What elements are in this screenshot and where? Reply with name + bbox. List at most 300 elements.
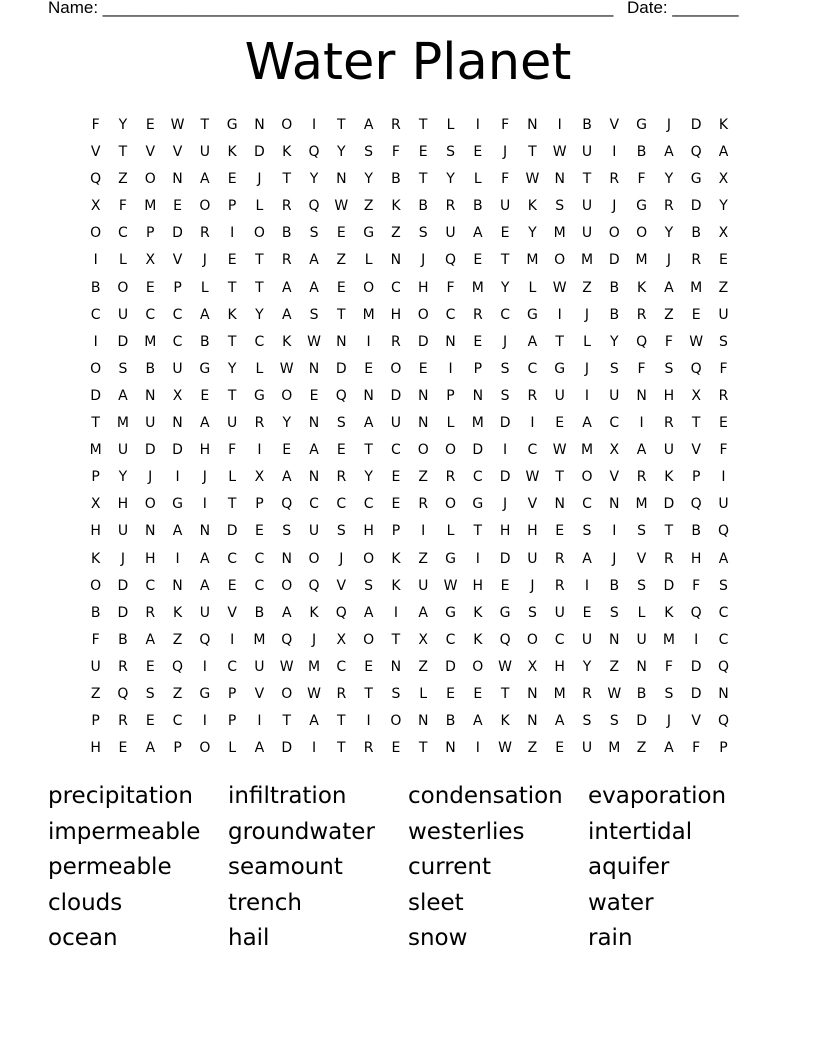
grid-letter: L xyxy=(637,604,646,621)
grid-letter: C xyxy=(145,577,156,594)
grid-letter: U xyxy=(199,144,210,161)
grid-letter: Z xyxy=(363,198,374,215)
grid-letter: R xyxy=(527,387,538,404)
grid-letter: R xyxy=(336,469,347,486)
grid-letter: T xyxy=(227,279,237,296)
grid-letter: Q xyxy=(499,631,511,648)
grid-letter: C xyxy=(391,442,401,459)
grid-letter: N xyxy=(527,713,538,730)
grid-letter: V xyxy=(227,604,237,621)
grid-letter: B xyxy=(691,225,701,242)
grid-letter: E xyxy=(719,415,728,432)
grid-letter: T xyxy=(227,333,237,350)
grid-letter: E xyxy=(336,442,346,459)
grid-letter: W xyxy=(279,658,294,675)
grid-letter: O xyxy=(581,469,593,486)
grid-letter: E xyxy=(173,198,182,215)
grid-letter: E xyxy=(145,117,155,133)
grid-letter: Q xyxy=(717,713,729,730)
grid-letter: S xyxy=(309,225,319,242)
grid-letter: Y xyxy=(227,360,237,377)
grid-letter: C xyxy=(582,496,592,513)
grid-letter: T xyxy=(500,685,510,702)
grid-letter: R xyxy=(118,658,128,675)
grid-letter: D xyxy=(281,740,293,757)
grid-letter: X xyxy=(718,171,729,188)
grid-letter: I xyxy=(612,523,617,540)
grid-letter: C xyxy=(445,631,456,648)
grid-letter: V xyxy=(336,577,347,594)
grid-letter: U xyxy=(172,360,183,377)
grid-letter: A xyxy=(363,117,374,133)
grid-letter: C xyxy=(227,550,238,567)
grid-letter: L xyxy=(364,252,373,269)
grid-letter: S xyxy=(609,713,619,730)
grid-letter: C xyxy=(718,604,729,621)
grid-letter: D xyxy=(690,685,702,702)
grid-letter: F xyxy=(637,171,646,188)
grid-letter: L xyxy=(255,198,264,215)
grid-letter: S xyxy=(118,360,128,377)
grid-letter: R xyxy=(664,550,674,567)
grid-letter: F xyxy=(91,117,100,133)
grid-letter: P xyxy=(227,713,237,730)
grid-letter: A xyxy=(145,740,156,757)
grid-letter: G xyxy=(172,496,183,513)
grid-letter: C xyxy=(554,631,565,648)
grid-letter: U xyxy=(499,198,511,215)
grid-letter: K xyxy=(282,144,292,161)
grid-letter: Y xyxy=(664,171,674,188)
grid-letter: O xyxy=(390,360,402,377)
grid-letter: K xyxy=(500,713,510,730)
grid-letter: I xyxy=(257,442,262,459)
grid-letter: R xyxy=(718,387,729,404)
grid-letter: C xyxy=(309,496,319,513)
grid-letter: A xyxy=(281,469,292,486)
grid-letter: A xyxy=(473,713,483,730)
grid-letter: S xyxy=(364,144,374,161)
word-bank-item: impermeable xyxy=(48,818,201,845)
grid-letter: O xyxy=(144,496,156,513)
grid-letter: F xyxy=(692,577,701,594)
grid-letter: J xyxy=(202,469,207,486)
grid-letter: V xyxy=(254,685,265,702)
grid-letter: A xyxy=(664,279,674,296)
grid-letter: S xyxy=(582,713,592,730)
grid-row xyxy=(82,627,743,654)
grid-letter: O xyxy=(390,713,402,730)
grid-letter: A xyxy=(309,713,319,730)
grid-letter: O xyxy=(281,117,293,133)
grid-letter: A xyxy=(145,631,156,648)
word-search-grid xyxy=(82,112,743,762)
grid-letter: A xyxy=(118,387,128,404)
grid-letter: K xyxy=(718,117,729,133)
grid-letter: Y xyxy=(719,198,728,215)
grid-letter: O xyxy=(444,496,457,513)
grid-letter: X xyxy=(691,387,701,404)
grid-row xyxy=(82,247,743,274)
grid-letter: O xyxy=(117,279,129,296)
grid-letter: C xyxy=(254,577,265,594)
grid-letter: C xyxy=(445,306,456,323)
grid-letter: B xyxy=(418,198,429,215)
grid-letter: I xyxy=(93,252,98,269)
grid-letter: I xyxy=(475,550,480,567)
grid-letter: X xyxy=(90,198,101,215)
grid-letter: B xyxy=(200,333,210,350)
grid-letter: O xyxy=(90,577,102,594)
grid-letter: U xyxy=(117,442,129,459)
grid-letter: O xyxy=(90,225,102,242)
grid-letter: Q xyxy=(117,685,129,702)
grid-letter: L xyxy=(419,685,428,702)
grid-letter: E xyxy=(145,713,155,730)
grid-letter: J xyxy=(666,252,671,269)
grid-letter: W xyxy=(498,740,513,757)
grid-letter: Q xyxy=(717,658,729,675)
grid-letter: J xyxy=(311,631,317,648)
grid-letter: U xyxy=(581,740,593,757)
grid-letter: E xyxy=(336,279,346,296)
grid-letter: E xyxy=(418,360,428,377)
grid-letter: G xyxy=(690,171,702,188)
grid-letter: B xyxy=(90,604,101,621)
grid-letter: Y xyxy=(364,171,373,188)
grid-letter: H xyxy=(417,279,429,296)
grid-letter: A xyxy=(281,604,292,621)
grid-letter: J xyxy=(503,333,508,350)
grid-letter: T xyxy=(364,442,373,459)
grid-letter: Z xyxy=(718,279,729,296)
grid-letter: M xyxy=(635,496,648,513)
grid-letter: X xyxy=(172,387,183,404)
grid-row xyxy=(82,166,743,193)
grid-letter: Y xyxy=(446,171,455,188)
grid-letter: H xyxy=(527,523,538,540)
grid-letter: E xyxy=(364,360,374,377)
grid-row xyxy=(82,329,743,356)
grid-letter: I xyxy=(584,387,590,404)
grid-letter: W xyxy=(334,198,349,215)
grid-letter: V xyxy=(145,144,156,161)
grid-row xyxy=(82,220,743,247)
grid-letter: E xyxy=(227,577,237,594)
grid-letter: R xyxy=(554,550,565,567)
grid-letter: S xyxy=(309,306,319,323)
grid-letter: O xyxy=(417,306,429,323)
grid-letter: S xyxy=(609,604,619,621)
grid-letter: N xyxy=(554,496,565,513)
grid-letter: S xyxy=(719,333,728,350)
grid-letter: N xyxy=(145,523,156,540)
grid-letter: Y xyxy=(528,225,537,242)
grid-letter: T xyxy=(664,523,674,540)
grid-row xyxy=(82,356,743,383)
grid-letter: U xyxy=(581,198,593,215)
grid-letter: C xyxy=(527,360,538,377)
grid-letter: Y xyxy=(255,306,264,323)
word-bank-item: evaporation xyxy=(588,783,727,809)
grid-letter: U xyxy=(581,144,593,161)
grid-letter: G xyxy=(636,117,648,133)
grid-letter: C xyxy=(145,306,156,323)
grid-letter: T xyxy=(473,523,483,540)
grid-letter: J xyxy=(120,550,126,567)
grid-letter: W xyxy=(607,685,622,702)
grid-letter: U xyxy=(254,658,265,675)
grid-letter: J xyxy=(612,198,617,215)
grid-letter: D xyxy=(390,387,402,404)
grid-letter: D xyxy=(117,333,129,350)
grid-letter: J xyxy=(666,117,671,133)
grid-letter: Q xyxy=(690,604,702,621)
grid-letter: Y xyxy=(582,658,592,675)
grid-letter: S xyxy=(664,360,674,377)
grid-letter: G xyxy=(472,496,484,513)
grid-letter: N xyxy=(445,333,456,350)
grid-letter: U xyxy=(636,631,647,648)
grid-letter: B xyxy=(636,144,647,161)
grid-letter: D xyxy=(608,252,620,269)
grid-letter: X xyxy=(418,631,428,648)
grid-letter: U xyxy=(308,523,320,540)
grid-letter: C xyxy=(472,469,483,486)
grid-letter: Q xyxy=(717,523,729,540)
grid-letter: N xyxy=(609,496,620,513)
grid-letter: H xyxy=(499,523,511,540)
grid-letter: W xyxy=(498,658,513,675)
grid-letter: T xyxy=(255,279,264,296)
grid-letter: I xyxy=(311,740,317,757)
grid-letter: Z xyxy=(418,550,428,567)
grid-letter: O xyxy=(363,550,375,567)
grid-letter: A xyxy=(718,550,729,567)
grid-letter: N xyxy=(554,171,565,188)
grid-letter: K xyxy=(664,604,674,621)
grid-letter: D xyxy=(663,577,675,594)
grid-letter: X xyxy=(145,252,156,269)
grid-letter: O xyxy=(554,252,566,269)
grid-letter: G xyxy=(499,604,511,621)
grid-letter: H xyxy=(690,550,702,567)
grid-letter: N xyxy=(308,415,320,432)
word-bank-item: water xyxy=(588,889,654,916)
grid-letter: E xyxy=(364,658,374,675)
grid-letter: S xyxy=(719,577,728,594)
grid-letter: S xyxy=(364,577,374,594)
grid-letter: I xyxy=(694,631,699,648)
grid-letter: P xyxy=(255,496,264,513)
grid-letter: T xyxy=(582,171,592,188)
grid-letter: W xyxy=(552,442,567,459)
grid-letter: T xyxy=(91,415,100,432)
grid-letter: Q xyxy=(690,144,702,161)
grid-letter: I xyxy=(557,117,562,133)
grid-letter: W xyxy=(525,469,540,486)
date-field: Date: _______ xyxy=(627,0,739,17)
grid-letter: G xyxy=(526,306,538,323)
grid-letter: O xyxy=(363,279,375,296)
grid-letter: T xyxy=(118,144,128,161)
grid-letter: O xyxy=(253,225,265,242)
grid-letter: N xyxy=(527,117,538,133)
grid-letter: Q xyxy=(308,144,320,161)
grid-row xyxy=(82,139,743,166)
grid-letter: P xyxy=(227,198,237,215)
grid-letter: H xyxy=(472,577,484,594)
word-bank-item: sleet xyxy=(408,889,464,916)
grid-letter: Z xyxy=(172,685,183,702)
grid-letter: M xyxy=(690,279,703,296)
grid-letter: N xyxy=(308,360,320,377)
grid-letter: P xyxy=(473,360,483,377)
grid-letter: U xyxy=(390,415,402,432)
grid-letter: Z xyxy=(609,658,620,675)
grid-letter: M xyxy=(635,252,648,269)
grid-letter: Y xyxy=(309,171,319,188)
grid-letter: X xyxy=(254,469,265,486)
grid-letter: I xyxy=(202,658,207,675)
grid-letter: L xyxy=(200,279,209,296)
grid-letter: N xyxy=(336,333,347,350)
word-bank-item: trench xyxy=(228,889,302,916)
grid-letter: F xyxy=(391,144,400,161)
grid-letter: A xyxy=(473,225,483,242)
grid-letter: K xyxy=(391,550,401,567)
grid-letter: D xyxy=(117,604,129,621)
grid-letter: D xyxy=(117,577,129,594)
grid-letter: M xyxy=(362,306,375,323)
grid-letter: U xyxy=(445,225,456,242)
grid-letter: I xyxy=(475,740,480,757)
grid-letter: M xyxy=(471,279,484,296)
grid-letter: B xyxy=(281,225,292,242)
grid-letter: V xyxy=(609,117,620,133)
grid-letter: A xyxy=(363,415,374,432)
grid-letter: P xyxy=(173,279,182,296)
grid-letter: I xyxy=(311,117,317,133)
grid-letter: M xyxy=(662,631,675,648)
grid-letter: V xyxy=(691,442,701,459)
grid-letter: M xyxy=(580,252,594,269)
grid-letter: U xyxy=(663,442,674,459)
grid-letter: C xyxy=(336,658,347,675)
grid-letter: C xyxy=(336,496,347,513)
grid-letter: I xyxy=(230,631,235,648)
grid-letter: N xyxy=(472,387,484,404)
grid-letter: U xyxy=(581,631,593,648)
grid-letter: C xyxy=(254,550,265,567)
grid-letter: L xyxy=(473,171,482,188)
grid-letter: D xyxy=(172,225,183,242)
grid-letter: B xyxy=(609,577,620,594)
grid-letter: A xyxy=(582,415,592,432)
grid-row xyxy=(82,735,743,762)
grid-letter: T xyxy=(528,144,537,161)
grid-letter: O xyxy=(472,658,484,675)
grid-letter: M xyxy=(608,740,621,757)
grid-letter: O xyxy=(199,198,211,215)
grid-letter: A xyxy=(527,333,538,350)
grid-letter: N xyxy=(145,387,156,404)
grid-letter: O xyxy=(363,631,375,648)
grid-letter: N xyxy=(390,252,402,269)
grid-letter: W xyxy=(552,279,567,296)
word-bank-item: westerlies xyxy=(408,818,525,845)
grid-letter: U xyxy=(581,225,593,242)
grid-letter: I xyxy=(639,415,644,432)
grid-letter: W xyxy=(443,577,458,594)
grid-letter: C xyxy=(391,279,401,296)
word-bank-item: intertidal xyxy=(588,818,693,845)
grid-letter: D xyxy=(472,442,484,459)
grid-letter: U xyxy=(554,604,565,621)
grid-letter: E xyxy=(446,685,455,702)
grid-letter: M xyxy=(116,415,129,432)
grid-letter: B xyxy=(254,604,265,621)
grid-letter: K xyxy=(91,550,101,567)
grid-letter: E xyxy=(145,658,155,675)
word-bank-item: snow xyxy=(408,925,468,951)
grid-letter: Q xyxy=(335,387,347,404)
grid-letter: Q xyxy=(172,658,184,675)
grid-letter: M xyxy=(144,198,157,215)
grid-letter: X xyxy=(718,225,729,242)
grid-letter: C xyxy=(118,225,128,242)
word-bank-item: groundwater xyxy=(228,818,375,845)
grid-letter: H xyxy=(663,387,675,404)
grid-letter: S xyxy=(336,523,346,540)
grid-letter: R xyxy=(281,198,292,215)
grid-letter: Y xyxy=(364,469,373,486)
grid-letter: Z xyxy=(172,631,183,648)
grid-letter: T xyxy=(418,117,428,133)
grid-letter: L xyxy=(446,415,455,432)
grid-letter: X xyxy=(527,658,538,675)
grid-letter: U xyxy=(527,550,538,567)
grid-letter: D xyxy=(226,523,238,540)
grid-letter: F xyxy=(91,631,100,648)
grid-letter: U xyxy=(609,387,620,404)
grid-letter: N xyxy=(636,658,647,675)
grid-letter: N xyxy=(609,631,620,648)
grid-letter: E xyxy=(200,387,210,404)
grid-letter: A xyxy=(309,442,319,459)
grid-row xyxy=(82,437,743,464)
grid-letter: E xyxy=(118,740,128,757)
grid-letter: S xyxy=(527,604,537,621)
grid-letter: U xyxy=(718,306,729,323)
grid-letter: I xyxy=(421,523,426,540)
grid-letter: I xyxy=(366,713,371,730)
grid-letter: K xyxy=(309,604,319,621)
grid-letter: F xyxy=(501,117,510,133)
grid-letter: Z xyxy=(336,252,347,269)
grid-letter: A xyxy=(664,740,674,757)
grid-letter: Q xyxy=(90,171,102,188)
grid-letter: B xyxy=(445,713,456,730)
grid-letter: E xyxy=(555,523,565,540)
grid-letter: N xyxy=(445,740,456,757)
grid-letter: T xyxy=(282,171,291,188)
grid-letter: L xyxy=(528,279,537,296)
grid-row xyxy=(82,383,743,410)
grid-letter: E xyxy=(473,252,483,269)
grid-letter: E xyxy=(391,469,401,486)
grid-letter: T xyxy=(337,740,346,757)
